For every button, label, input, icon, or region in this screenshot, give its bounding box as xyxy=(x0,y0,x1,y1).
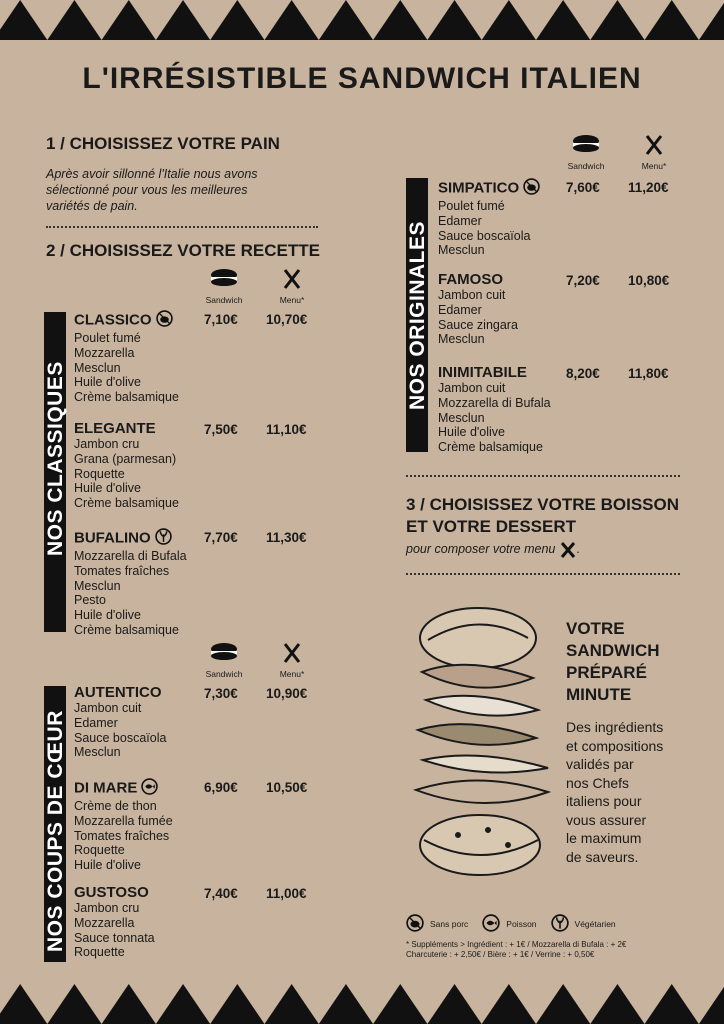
step3-heading-line: 3 / CHOISISSEZ VOTRE BOISSON xyxy=(406,495,679,514)
menu-price: 10,70€ xyxy=(266,312,308,327)
sandwich-price: 7,60€ xyxy=(566,180,600,195)
ingredient: Poulet fumé xyxy=(438,199,505,213)
ingredient: Roquette xyxy=(74,466,125,481)
promo-line: vous assurer xyxy=(566,811,647,828)
menu-item xyxy=(74,310,179,405)
bottom-triangle-border xyxy=(0,984,724,1024)
item-name-text: INIMITABILE xyxy=(438,364,527,381)
ingredient: Crème balsamique xyxy=(74,390,179,405)
ingredient: Crème balsamique xyxy=(438,440,543,455)
menu-price: 10,50€ xyxy=(266,780,308,795)
item-name xyxy=(74,528,187,549)
menu-item xyxy=(74,778,173,873)
item-name-text: CLASSICO xyxy=(74,311,152,329)
promo-title-line: MINUTE xyxy=(566,685,632,704)
legend-vegetarien: Végétarien xyxy=(574,919,616,929)
ingredient: Sauce boscaïola xyxy=(438,228,531,243)
ingredient: Huile d'olive xyxy=(438,425,506,440)
section-bar-originales xyxy=(406,178,428,452)
ingredient: Huile d'olive xyxy=(74,375,142,390)
menu-item xyxy=(74,420,179,511)
ingredient: Tomates fraîches xyxy=(74,828,170,843)
ingredient: Mozzarella xyxy=(74,915,135,930)
promo-line: le maximum xyxy=(566,830,642,846)
promo-title-line: SANDWICH xyxy=(566,641,660,660)
menu-column-header xyxy=(262,268,322,305)
promo-line: Des ingrédients xyxy=(566,719,664,735)
step1-line: Après avoir sillonné l'Italie nous avons xyxy=(46,167,258,181)
ingredient: Edamer xyxy=(438,213,482,228)
vegetarien-icon xyxy=(551,914,569,934)
menu-price: 11,80€ xyxy=(628,366,669,381)
menu-price: 11,10€ xyxy=(266,422,307,437)
step3-sub-end: . xyxy=(576,542,581,556)
ingredient: Roquette xyxy=(74,945,125,960)
menu-column-header xyxy=(624,134,684,171)
ingredient: Grana (parmesan) xyxy=(74,451,177,466)
sans-porc-icon xyxy=(406,914,424,934)
ingredient: Jambon cuit xyxy=(74,701,142,715)
sandwich-price: 7,20€ xyxy=(566,273,600,288)
ingredient: Huile d'olive xyxy=(74,608,142,623)
menu-item xyxy=(438,178,540,258)
section-bar-coeur xyxy=(44,686,66,962)
sandwich-price: 7,40€ xyxy=(204,886,238,901)
menu-price: 11,20€ xyxy=(628,180,669,195)
sandwich-price: 6,90€ xyxy=(204,780,238,795)
item-name-text: GUSTOSO xyxy=(74,884,149,901)
sandwich-illustration xyxy=(408,600,558,885)
step3-heading xyxy=(406,495,679,537)
promo-line: italiens pour xyxy=(566,793,642,809)
section-bar-classiques xyxy=(44,312,66,632)
promo-text xyxy=(566,718,663,866)
menu-price: 10,80€ xyxy=(628,273,670,288)
poisson-icon xyxy=(141,778,158,799)
menu-item xyxy=(74,684,166,760)
ingredient: Jambon cuit xyxy=(438,288,506,302)
ingredient: Edamer xyxy=(438,302,482,317)
ingredient: Poulet fumé xyxy=(74,331,141,345)
ingredient: Roquette xyxy=(74,843,125,858)
promo-title-line: VOTRE xyxy=(566,619,625,638)
menu-price: 11,00€ xyxy=(266,886,307,901)
ingredient: Mozzarella fumée xyxy=(74,813,173,828)
step3-sub-text: pour composer votre menu xyxy=(406,542,556,556)
step1-line: sélectionné pour vous les meilleures xyxy=(46,183,248,197)
page-title: L'IRRÉSISTIBLE SANDWICH ITALIEN xyxy=(82,62,642,95)
promo-line: et compositions xyxy=(566,737,664,754)
ingredient: Tomates fraîches xyxy=(74,563,170,578)
item-name-text: AUTENTICO xyxy=(74,684,162,701)
ingredient: Huile d'olive xyxy=(74,858,142,873)
ingredient: Pesto xyxy=(74,593,106,608)
sandwich-price: 7,70€ xyxy=(204,530,238,545)
ingredient: Edamer xyxy=(74,715,118,730)
ingredient: Sauce zingara xyxy=(438,317,518,332)
sandwich-label: Sandwich xyxy=(205,295,243,305)
divider xyxy=(46,226,318,228)
menu-label: Menu* xyxy=(641,161,667,171)
item-name xyxy=(74,420,179,437)
item-name xyxy=(74,884,155,901)
item-name-text: DI MARE xyxy=(74,779,138,797)
step3-heading-line: ET VOTRE DESSERT xyxy=(406,517,577,536)
ingredient: Mesclun xyxy=(438,410,485,425)
sandwich-price: 8,20€ xyxy=(566,366,600,381)
promo-title-line: PRÉPARÉ xyxy=(566,663,647,682)
sandwich-price: 7,50€ xyxy=(204,422,238,437)
step1-line: variétés de pain. xyxy=(46,199,138,213)
item-name xyxy=(438,271,518,288)
step3-sub xyxy=(406,541,580,558)
menu-item xyxy=(438,364,551,455)
sandwich-column-header xyxy=(556,134,616,171)
item-name-text: ELEGANTE xyxy=(74,420,156,437)
ingredient: Mesclun xyxy=(438,243,485,258)
promo-line: nos Chefs xyxy=(566,774,630,791)
sandwich-label: Sandwich xyxy=(567,161,605,171)
sans-porc-icon xyxy=(523,178,540,199)
sandwich-column-header xyxy=(194,642,254,679)
menu-column-header xyxy=(262,642,322,679)
menu-label: Menu* xyxy=(279,669,305,679)
legend-poisson: Poisson xyxy=(506,919,537,929)
fork-knife-icon xyxy=(624,134,684,156)
legend xyxy=(406,914,616,934)
sandwich-column-header xyxy=(194,268,254,305)
sandwich-icon xyxy=(194,642,254,664)
item-name xyxy=(74,684,166,701)
step1-heading: 1 / CHOISISSEZ VOTRE PAIN xyxy=(46,134,280,153)
step1-text xyxy=(46,166,336,214)
ingredient: Mozzarella xyxy=(74,345,135,360)
poisson-icon xyxy=(482,914,500,934)
item-name-text: FAMOSO xyxy=(438,271,504,288)
ingredient: Mozzarella di Bufala xyxy=(438,395,551,410)
menu-label: Menu* xyxy=(279,295,305,305)
section-label-originales: NOS ORIGINALES xyxy=(406,220,429,410)
menu-price: 10,90€ xyxy=(266,686,308,701)
vegetarien-icon xyxy=(155,528,172,549)
legend-sans-porc: Sans porc xyxy=(430,919,469,929)
item-name xyxy=(74,778,173,799)
ingredient: Jambon cuit xyxy=(438,381,506,395)
ingredient: Mesclun xyxy=(74,745,121,760)
item-name xyxy=(438,364,551,381)
ingredient: Sauce tonnata xyxy=(74,930,155,945)
item-name xyxy=(74,310,179,331)
sandwich-label: Sandwich xyxy=(205,669,243,679)
ingredient: Jambon cru xyxy=(74,437,140,451)
menu-item xyxy=(438,271,518,347)
ingredient: Mozzarella di Bufala xyxy=(74,549,187,563)
ingredient: Mesclun xyxy=(74,360,121,375)
fork-knife-icon xyxy=(262,642,322,664)
top-triangle-border xyxy=(0,0,724,40)
ingredient: Mesclun xyxy=(438,332,485,347)
footnote-line: * Suppléments > Ingrédient : + 1€ / Mozzarella di Bufala : + 2€ xyxy=(406,940,627,949)
ingredient: Jambon cru xyxy=(74,901,140,915)
item-name-text: BUFALINO xyxy=(74,529,151,547)
footnote-line: Charcuterie : + 2,50€ / Bière : + 1€ / Verrine : + 0,50€ xyxy=(406,950,595,959)
section-label-coeur: NOS COUPS DE CŒUR xyxy=(44,710,67,952)
ingredient: Crème balsamique xyxy=(74,622,179,637)
ingredient: Huile d'olive xyxy=(74,481,142,496)
menu-item xyxy=(74,528,187,638)
step2-heading: 2 / CHOISISSEZ VOTRE RECETTE xyxy=(46,241,320,260)
item-name xyxy=(438,178,540,199)
item-name-text: SIMPATICO xyxy=(438,179,520,197)
sans-porc-icon xyxy=(156,310,173,331)
sandwich-price: 7,10€ xyxy=(204,312,238,327)
ingredient: Mesclun xyxy=(74,578,121,593)
footnote xyxy=(406,940,626,960)
ingredient: Sauce boscaïola xyxy=(74,730,167,745)
fork-knife-icon xyxy=(262,268,322,290)
fork-knife-icon xyxy=(559,542,577,558)
menu-price: 11,30€ xyxy=(266,530,307,545)
sandwich-icon xyxy=(194,268,254,290)
sandwich-icon xyxy=(556,134,616,156)
divider xyxy=(406,573,680,575)
promo-title xyxy=(566,618,660,706)
divider xyxy=(406,475,680,477)
ingredient: Crème balsamique xyxy=(74,496,179,511)
promo-line: de saveurs. xyxy=(566,848,639,865)
section-label-classiques: NOS CLASSIQUES xyxy=(44,361,67,556)
sandwich-price: 7,30€ xyxy=(204,686,238,701)
promo-line: validés par xyxy=(566,756,634,772)
menu-item xyxy=(74,884,155,960)
ingredient: Crème de thon xyxy=(74,799,157,813)
